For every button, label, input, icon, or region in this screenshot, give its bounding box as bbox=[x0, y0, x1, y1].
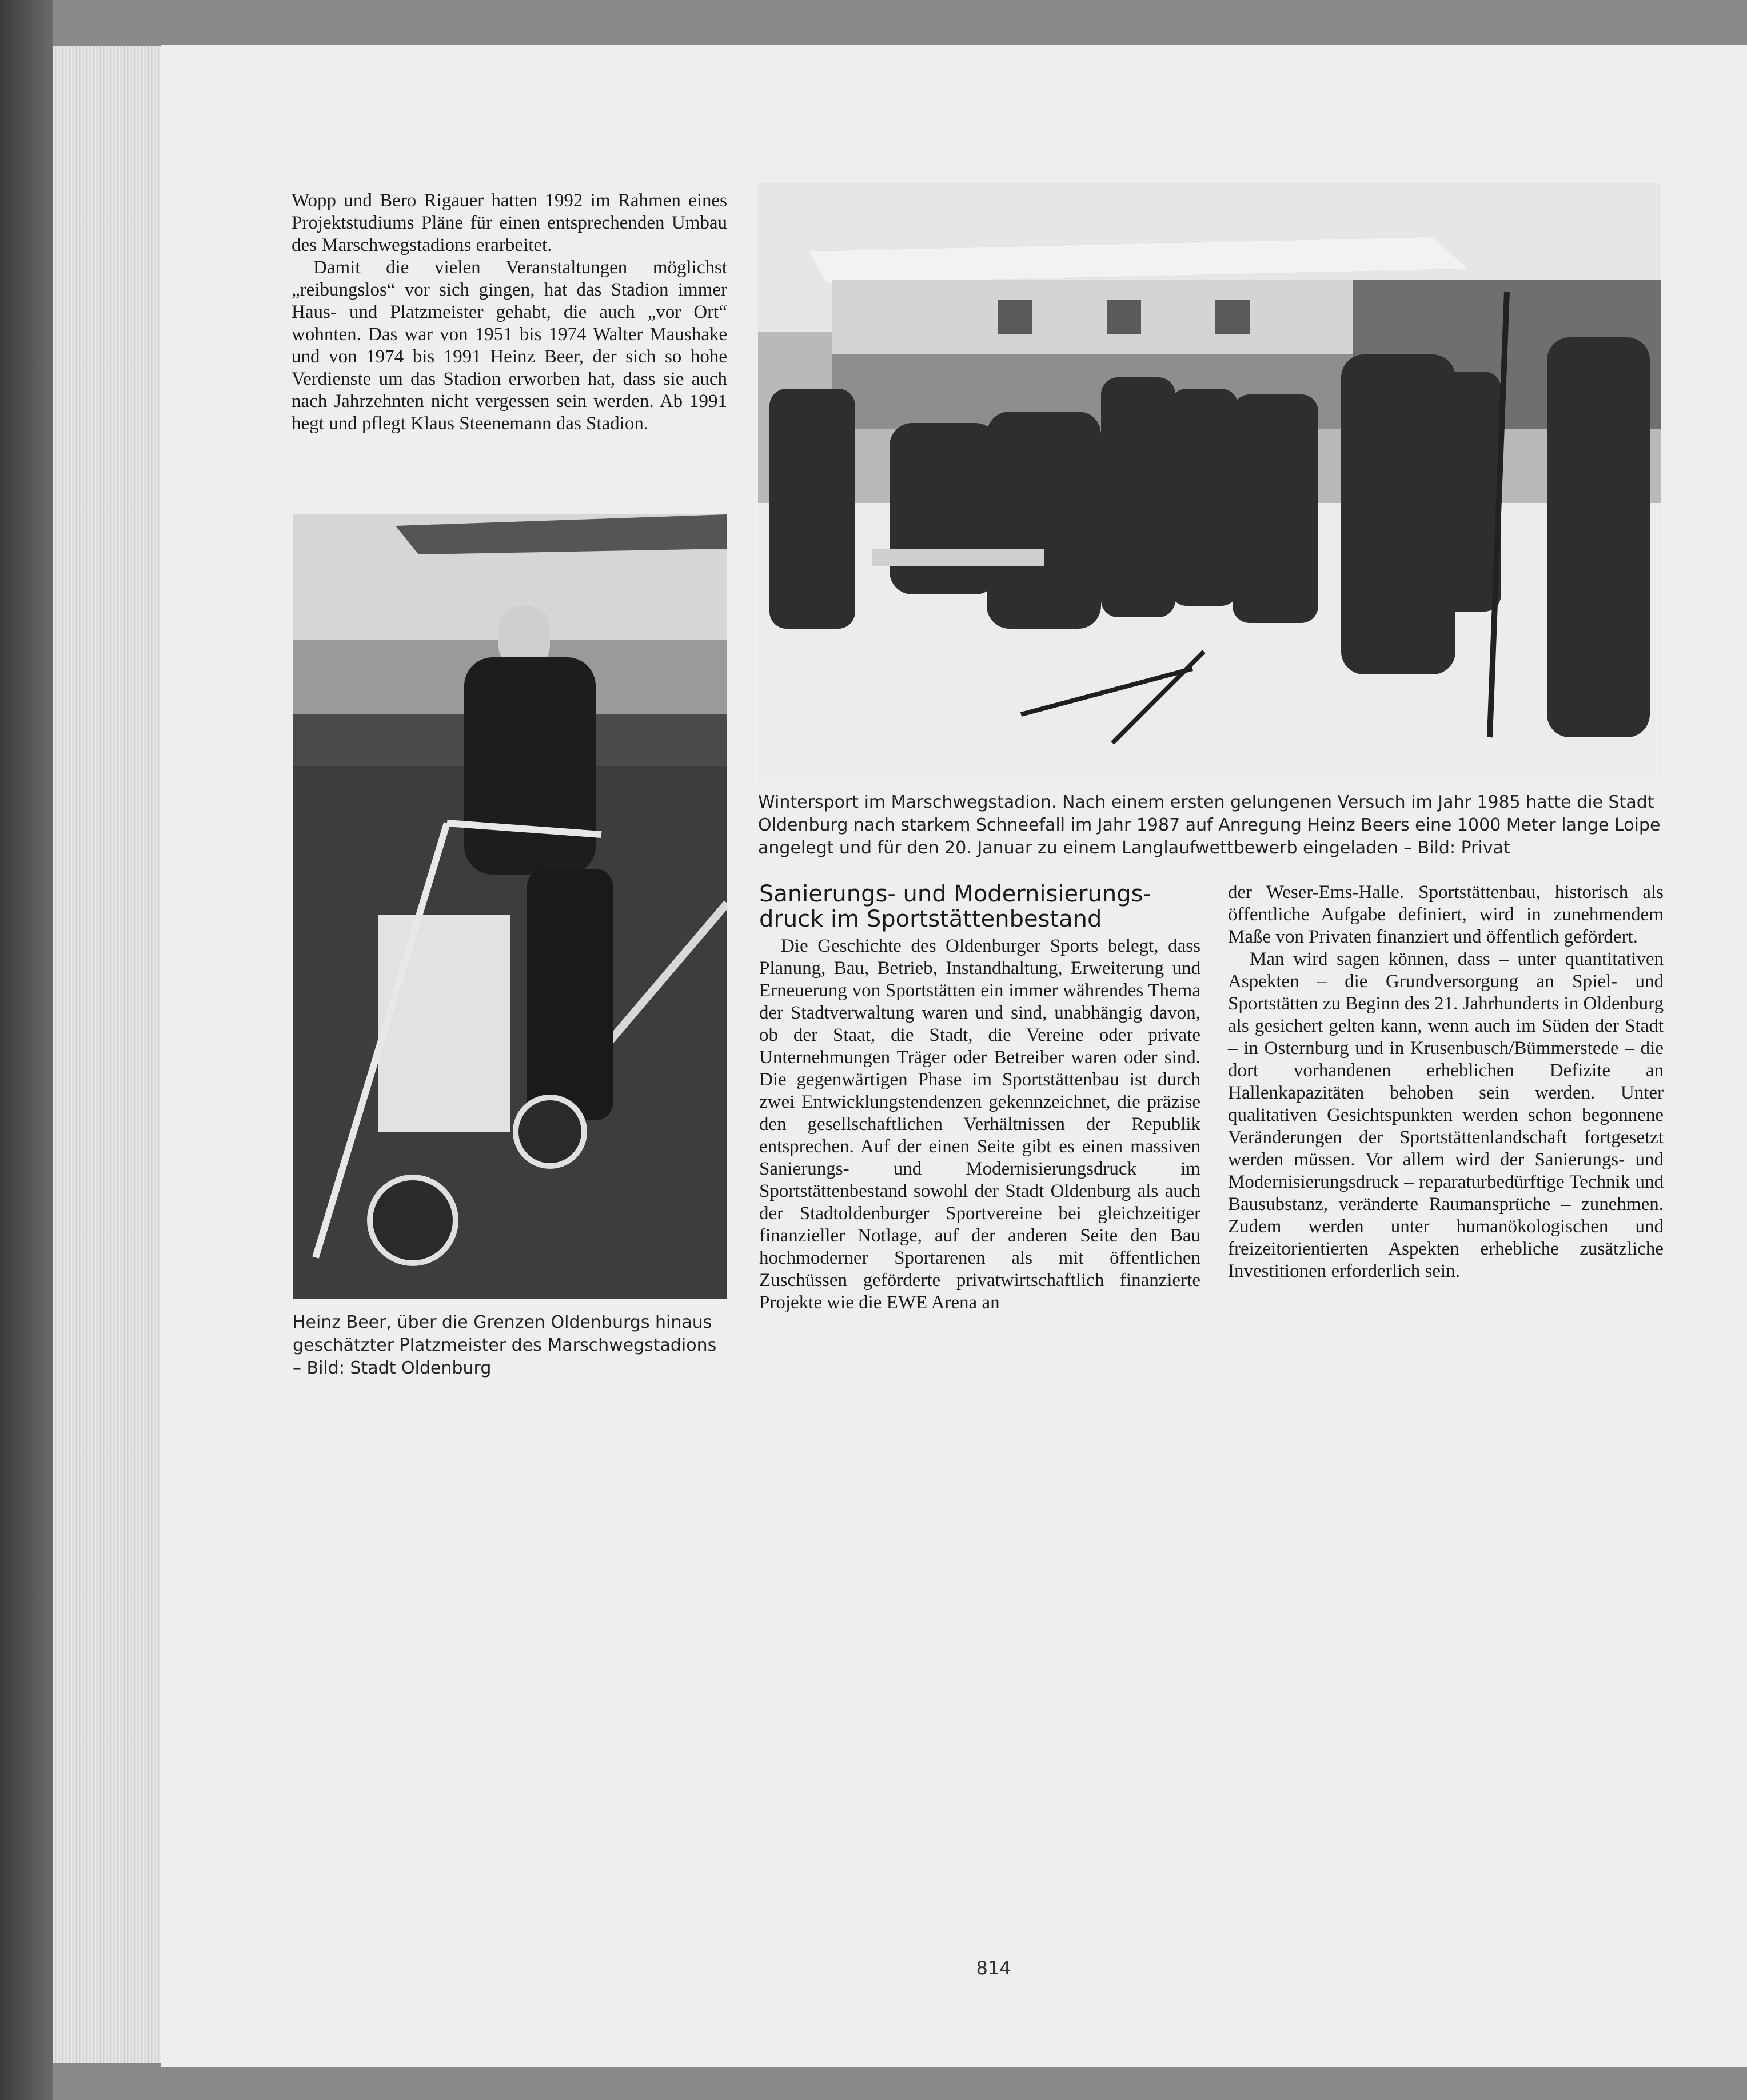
page-stack-edge bbox=[53, 46, 167, 2063]
intro-text bbox=[292, 190, 727, 435]
paragraph: Man wird sagen können, dass – unter quantitativen Aspekten – die Grundversorgung an Spiel- und Sportstätten zu Beginn des 21. Jahrhunderts in Oldenburg als gesichert gelten kann, wenn auch im Süden der Stadt – in Osternburg und in Krusenbusch/Bümmerstede – die dort vorhandenen erheblichen Defizite an Hallenkapazitäten behoben sein werden. Unter qualitativen Gesichtspunkten werden schon begonnene Veränderungen der Sportstättenlandschaft fortgesetzt werden müssen. Vor allem wird der Sanierungs- und Modernisierungsdruck – reparaturbedürftige Technik und Bausubstanz, veränderte Raumansprüche – zunehmen. Zudem werden unter humanökologischen und freizeitorientierten Aspekten erhebliche zusätzliche Investitionen erforderlich sein. bbox=[1228, 949, 1664, 1281]
paragraph: Die Geschichte des Oldenburger Sports belegt, dass Planung, Bau, Betrieb, Instandhaltung, Erweiterung und Erneuerung von Sportstätten ein immer währendes Thema der Stadtverwaltung waren und sind, unabhängig davon, ob der Staat, die Stadt, die Vereine oder private Unternehmungen Träger oder Betreiber waren oder sind. Die gegenwärtigen Phase im Sportstättenbau ist durch zwei Entwicklungstendenzen gekennzeichnet, die präzise den gesellschaftlichen Verhältnissen der Republik entsprechen. Auf der einen Seite gibt es einen massiven Sanierungs- und Modernisierungsdruck im Sportstättenbestand sowohl der Stadt Oldenburg als auch der Stadtoldenburger Sportvereine bei gleichzeitiger finanzieller Notlage, auf der anderen Seite den Bau hochmoderner Sportarenen als mit öffentlichen Zuschüssen geförderte privatwirtschaftlich finanzierte Projekte wie die EWE Arena an bbox=[759, 936, 1200, 1313]
book-page bbox=[161, 45, 1747, 2067]
page-number: 814 bbox=[976, 1957, 1011, 1979]
paragraph: der Weser-Ems-Halle. Sportstättenbau, historisch als öffentliche Aufgabe definiert, wird in zunehmendem Maße von Privaten finanziert und öffentlich gefördert. bbox=[1228, 882, 1664, 947]
winter-sport-photo bbox=[758, 183, 1661, 783]
heading-line: druck im Sportstättenbestand bbox=[759, 906, 1102, 932]
heading-line: Sanierungs- und Modernisierungs- bbox=[759, 881, 1151, 907]
section-heading bbox=[759, 881, 1205, 932]
beer-photo-caption: Heinz Beer, über die Grenzen Oldenburgs hinaus geschätzter Platzmeister des Marschwegstadions – Bild: Stadt Oldenburg bbox=[293, 1312, 717, 1378]
section-text-right bbox=[1228, 881, 1664, 1283]
paragraph: Wopp und Bero Rigauer hatten 1992 im Rahmen eines Projektstudiums Pläne für einen entsprechenden Umbau des Marschwegstadions erarbeitet. bbox=[292, 190, 727, 255]
book-binding bbox=[0, 0, 53, 2100]
section-text-middle bbox=[759, 935, 1200, 1314]
winter-photo-caption: Wintersport im Marschwegstadion. Nach einem ersten gelungenen Versuch im Jahr 1985 hatte die Stadt Oldenburg nach starkem Schneefall im Jahr 1987 auf Anregung Heinz Beers eine 1000 Meter lange Loipe angelegt und für den 20. Januar zu einem Langlaufwettbewerb eingeladen – Bild: Privat bbox=[758, 792, 1661, 858]
paragraph: Damit die vielen Veranstaltungen möglichst „reibungslos“ vor sich gingen, hat das Stadion immer Haus- und Platzmeister gehabt, die auch „vor Ort“ wohnten. Das war von 1951 bis 1974 Walter Maushake und von 1974 bis 1991 Heinz Beer, der sich so hohe Verdienste um das Stadion erworben hat, dass sie auch nach Jahrzehnten nicht vergessen sein werden. Ab 1991 hegt und pflegt Klaus Steenemann das Stadion. bbox=[292, 257, 727, 434]
heinz-beer-photo bbox=[293, 514, 727, 1299]
